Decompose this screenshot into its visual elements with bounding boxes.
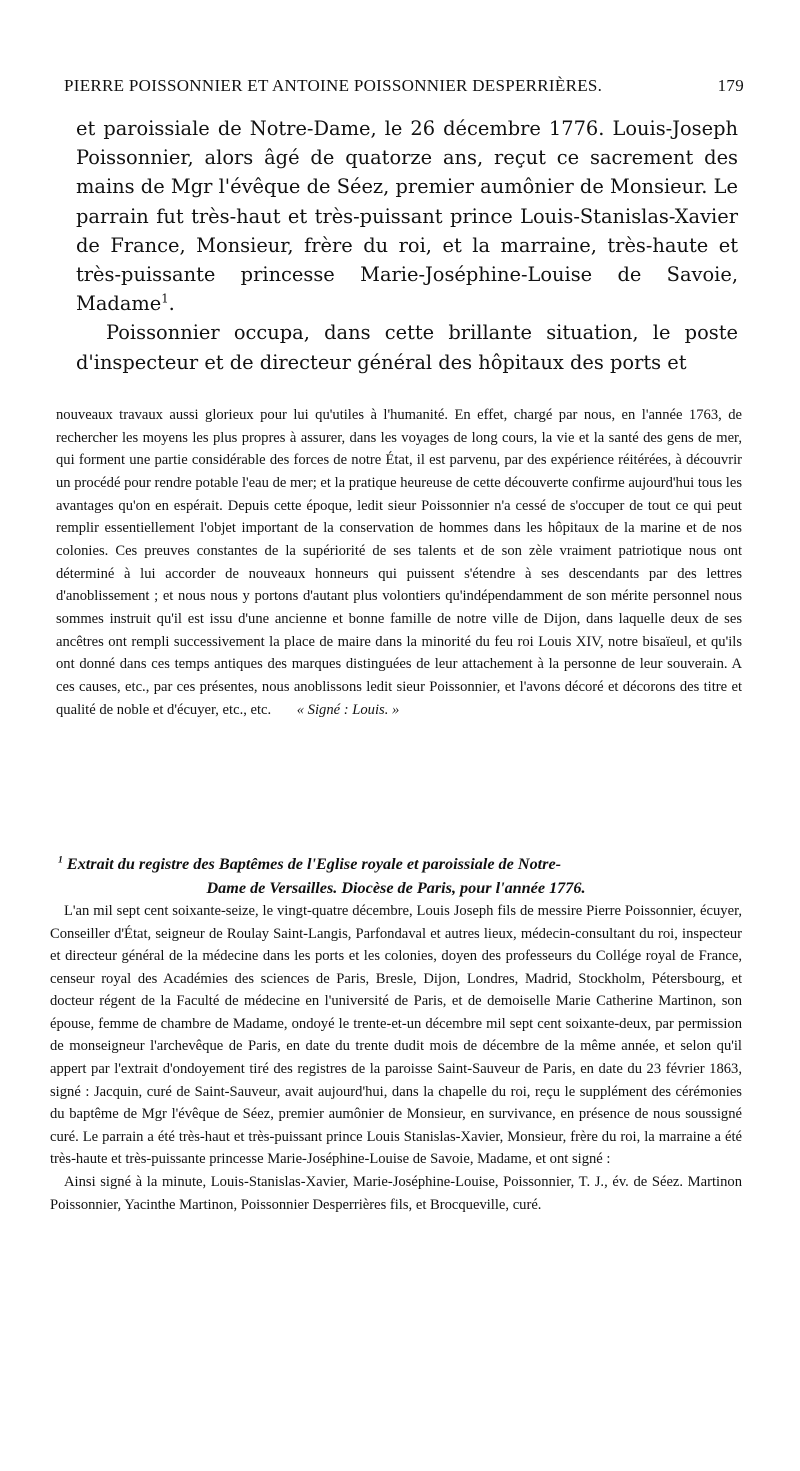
main-paragraph-1-end: . (168, 292, 175, 316)
quoted-letters-body (56, 404, 742, 721)
main-paragraph-2: Poissonnier occupa, dans cette brillante situation, le poste d'inspecteur et de directeur général des hôpitaux des ports et (76, 321, 738, 374)
footnote-body (50, 900, 742, 1216)
footnote-title-line-1 (50, 852, 742, 876)
running-header (64, 76, 744, 102)
quoted-letters-text (56, 404, 742, 721)
page-number: 179 (717, 76, 744, 95)
footnote-marker: 1 (58, 854, 63, 866)
main-paragraph-1-text: et paroissiale de Notre-Dame, le 26 décembre 1776. Louis-Joseph Poissonnier, alors âgé de quatorze ans, reçut ce sacrement des mains de Mgr l'évêque de Séez, premier aumônier de Monsieur. Le parrain fut très-haut et très-puissant prince Louis-Stanislas-Xavier de France, Monsieur, frère du roi, et la marraine, très-haute et très-puissante princesse Marie-Joséphine-Louise de Savoie, Madame (76, 117, 738, 316)
royal-signature: « Signé : Louis. » (296, 701, 400, 718)
main-paragraph-1 (76, 114, 738, 318)
footnote-reference: 1 (161, 291, 169, 306)
running-title: PIERRE POISSONNIER ET ANTOINE POISSONNIER DESPERRIÈRES. (64, 76, 603, 95)
footnote-title (50, 852, 742, 900)
footnote-title-line-1-text: Extrait du registre des Baptêmes de l'Eglise royale et paroissiale de Notre- (66, 855, 562, 873)
footnote-title-line-2: Dame de Versailles. Diocèse de Paris, pour l'année 1776. (206, 879, 586, 897)
baptism-signatures: Ainsi signé à la minute, Louis-Stanislas-Xavier, Marie-Joséphine-Louise, Poissonnier, T. J., év. de Séez. Martinon Poissonnier, Yacinthe Martinon, Poissonnier Desperrières fils, et Brocqueville, curé. (50, 1173, 742, 1213)
main-text (76, 114, 738, 377)
quoted-letters-body-text: nouveaux travaux aussi glorieux pour lui qu'utiles à l'humanité. En effet, chargé par nous, en l'année 1763, de rechercher les moyens les plus propres à assurer, dans les voyages de long cours, la vie et la santé des gens de mer, qui forment une partie considérable des forces de notre État, il est parvenu, par des expérience réitérées, à découvrir un procédé pour rendre potable l'eau de mer; et la pratique heureuse de cette découverte confirme aujourd'hui tous les avantages qu'on en espérait. Depuis cette époque, ledit sieur Poissonnier n'a cessé de s'occuper de tout ce qui peut remplir essentiellement l'objet important de la conservation de hommes dans les hôpitaux de la marine et de nos colonies. Ces preuves constantes de la supériorité de ses talents et de son zèle vraiment patriotique nous ont déterminé à lui accorder de nouveaux honneurs qui puissent s'étendre à ses descendants par des lettres d'anoblissement ; et nous nous y portons d'autant plus volontiers qu'indépendamment de son mérite personnel nous sommes instruit qu'il est issu d'une ancienne et bonne famille de notre ville de Dijon, dans laquelle deux de ses ancêtres ont rempli successivement la place de maire dans la minorité du feu roi Louis XIV, notre bisaïeul, et qu'ils ont donné dans ces temps antiques des marques distinguées de leur attachement à la personne de leur souverain. A ces causes, etc., par ces présentes, nous anoblissons ledit sieur Poissonnier, et l'avons décoré et décorons des titre et qualité de noble et d'écuyer, etc., etc. (56, 407, 743, 718)
baptism-record: L'an mil sept cent soixante-seize, le vingt-quatre décembre, Louis Joseph fils de messire Pierre Poissonnier, écuyer, Conseiller d'État, seigneur de Roulay Saint-Langis, Parfondaval et autres lieux, médecin-consultant du roi, inspecteur et directeur général de la médecine dans les ports et les colonies, doyen des professeurs du Collége royal de France, censeur royal des Académies des sciences de Paris, Bresle, Dijon, Londres, Madrid, Stockholm, Pétersbourg, et docteur régent de la Faculté de médecine en l'université de Paris, et de demoiselle Marie Catherine Martinon, son épouse, femme de chambre de Madame, ondoyé le trente-et-un décembre mil sept cent soixante-deux, par permission de monseigneur l'archevêque de Paris, en date du trente dudit mois de décembre de la même année, et selon qu'il appert par l'extrait d'ondoyement tiré des registres de la paroisse Saint-Sauveur de Paris, en date du 23 février 1863, signé : Jacquin, curé de Saint-Sauveur, avait aujourd'hui, dans la chapelle du roi, reçu le supplément des cérémonies du baptême de Mgr l'évêque de Séez, premier aumônier de Monsieur, en survivance, en présence de nous soussigné curé. Le parrain a été très-haut et très-puissant prince Louis Stanislas-Xavier, Monsieur, frère du roi, la marraine a été très-haute et très-puissante princesse Marie-Joséphine-Louise de Savoie, Madame, et ont signé : (50, 903, 742, 1168)
